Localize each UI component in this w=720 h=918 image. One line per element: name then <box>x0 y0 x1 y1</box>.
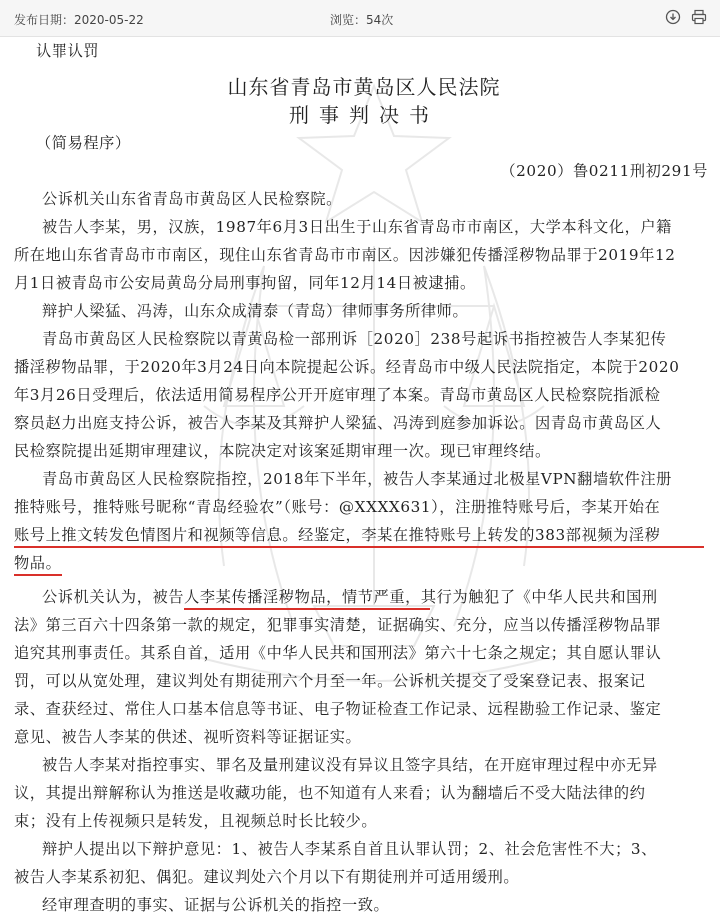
text-line: 辩护人梁猛、冯涛，山东众成清泰（青岛）律师事务所律师。 <box>42 302 469 320</box>
text-line: 录、查获经过、常住人口基本信息等书证、电子物证检查工作记录、远程勘验工作记录、鉴定 <box>14 700 662 718</box>
text-line: 追究其刑事责任。其系自首，适用《中华人民共和国刑法》第六十七条之规定；其自愿认罪认 <box>14 644 662 662</box>
text-line: 意见、被告人李某的供述、视听资料等证据证实。 <box>14 728 362 746</box>
view-count-value: 54次 <box>366 13 394 27</box>
text-line: 法》第三百六十四条第一款的规定，犯罪事实清楚，证据确实、充分，应当以传播淫秽物品罪 <box>14 616 662 634</box>
case-number: （2020）鲁0211刑初291号 <box>500 162 708 180</box>
text-line: 被告人李某，男，汉族，1987年6月3日出生于山东省青岛市市南区，大学本科文化，户籍 <box>42 218 672 236</box>
text-line: 账号上推文转发色情图片和视频等信息。经鉴定，李某在推特账号上转发的383部视频为淫秽 <box>14 526 661 544</box>
text-line: 束；没有上传视频只是转发，且视频总时长比较少。 <box>14 812 378 830</box>
red-underline <box>14 574 62 576</box>
case-type: 认罪认罚 <box>36 42 100 60</box>
judgment-document <box>14 36 714 914</box>
toolbar-icons <box>664 8 708 26</box>
red-underline <box>14 546 704 548</box>
text-line: 民检察院提出延期审理建议，本院决定对该案延期审理一次。现已审理终结。 <box>14 442 551 460</box>
view-count <box>330 11 393 28</box>
publish-date-label: 发布日期： <box>14 13 75 27</box>
text-line: 年3月26日受理后，依法适用简易程序公开开庭审理了本案。青岛市黄岛区人民检察院指派检 <box>14 386 661 404</box>
text-line: 辩护人提出以下辩护意见：1、被告人李某系自首且认罪认罚；2、社会危害性不大；3、 <box>42 840 657 858</box>
text-line: 被告人李某系初犯、偶犯。建议判处六个月以下有期徒刑并可适用缓刑。 <box>14 868 520 886</box>
top-bar <box>0 0 720 37</box>
text-line: 公诉机关认为，被告人李某传播淫秽物品，情节严重，其行为触犯了《中华人民共和国刑 <box>42 588 658 606</box>
red-underline <box>184 608 430 610</box>
text-line: 公诉机关山东省青岛市黄岛区人民检察院。 <box>42 190 342 208</box>
text-line: 察员赵力出庭支持公诉，被告人李某及其辩护人梁猛、冯涛到庭参加诉讼。因青岛市黄岛区人 <box>14 414 662 432</box>
text-line: 物品。 <box>14 554 62 572</box>
text-line: 月1日被青岛市公安局黄岛分局刑事拘留，同年12月14日被逮捕。 <box>14 274 476 292</box>
text-line: 青岛市黄岛区人民检察院指控，2018年下半年，被告人李某通过北极星VPN翻墙软件注册 <box>42 470 672 488</box>
text-line: 青岛市黄岛区人民检察院以青黄岛检一部刑诉［2020］238号起诉书指控被告人李某犯传 <box>42 330 667 348</box>
text-line: 播淫秽物品罪，于2020年3月24日向本院提起公诉。经青岛市中级人民法院指定，本院于2020 <box>14 358 680 376</box>
share-icon[interactable] <box>664 8 682 26</box>
court-name: 山东省青岛市黄岛区人民法院 <box>227 75 501 99</box>
document-type: 刑事判决书 <box>289 103 439 127</box>
publish-date <box>14 11 144 28</box>
print-icon[interactable] <box>690 8 708 26</box>
publish-date-value: 2020-05-22 <box>74 13 144 27</box>
text-line: 经审理查明的事实、证据与公诉机关的指控一致。 <box>42 896 390 914</box>
text-line: 罚，可以从宽处理，建议判处有期徒刑六个月至一年。公诉机关提交了受案登记表、报案记 <box>14 672 646 690</box>
text-line: 议，其提出辩解称认为推送是收藏功能，也不知道有人来看；认为翻墙后不受大陆法律的约 <box>14 784 646 802</box>
text-line: 所在地山东省青岛市市南区，现住山东省青岛市市南区。因涉嫌犯传播淫秽物品罪于2019年12 <box>14 246 676 264</box>
procedure: （简易程序） <box>36 134 131 152</box>
view-count-label: 浏览： <box>330 13 367 27</box>
text-line: 被告人李某对指控事实、罪名及量刑建议没有异议且签字具结，在开庭审理过程中亦无异 <box>42 756 658 774</box>
text-line: 推特账号，推特账号昵称“青岛经验农”（账号：@XXXX631），注册推特账号后，李某开始在 <box>14 498 661 516</box>
